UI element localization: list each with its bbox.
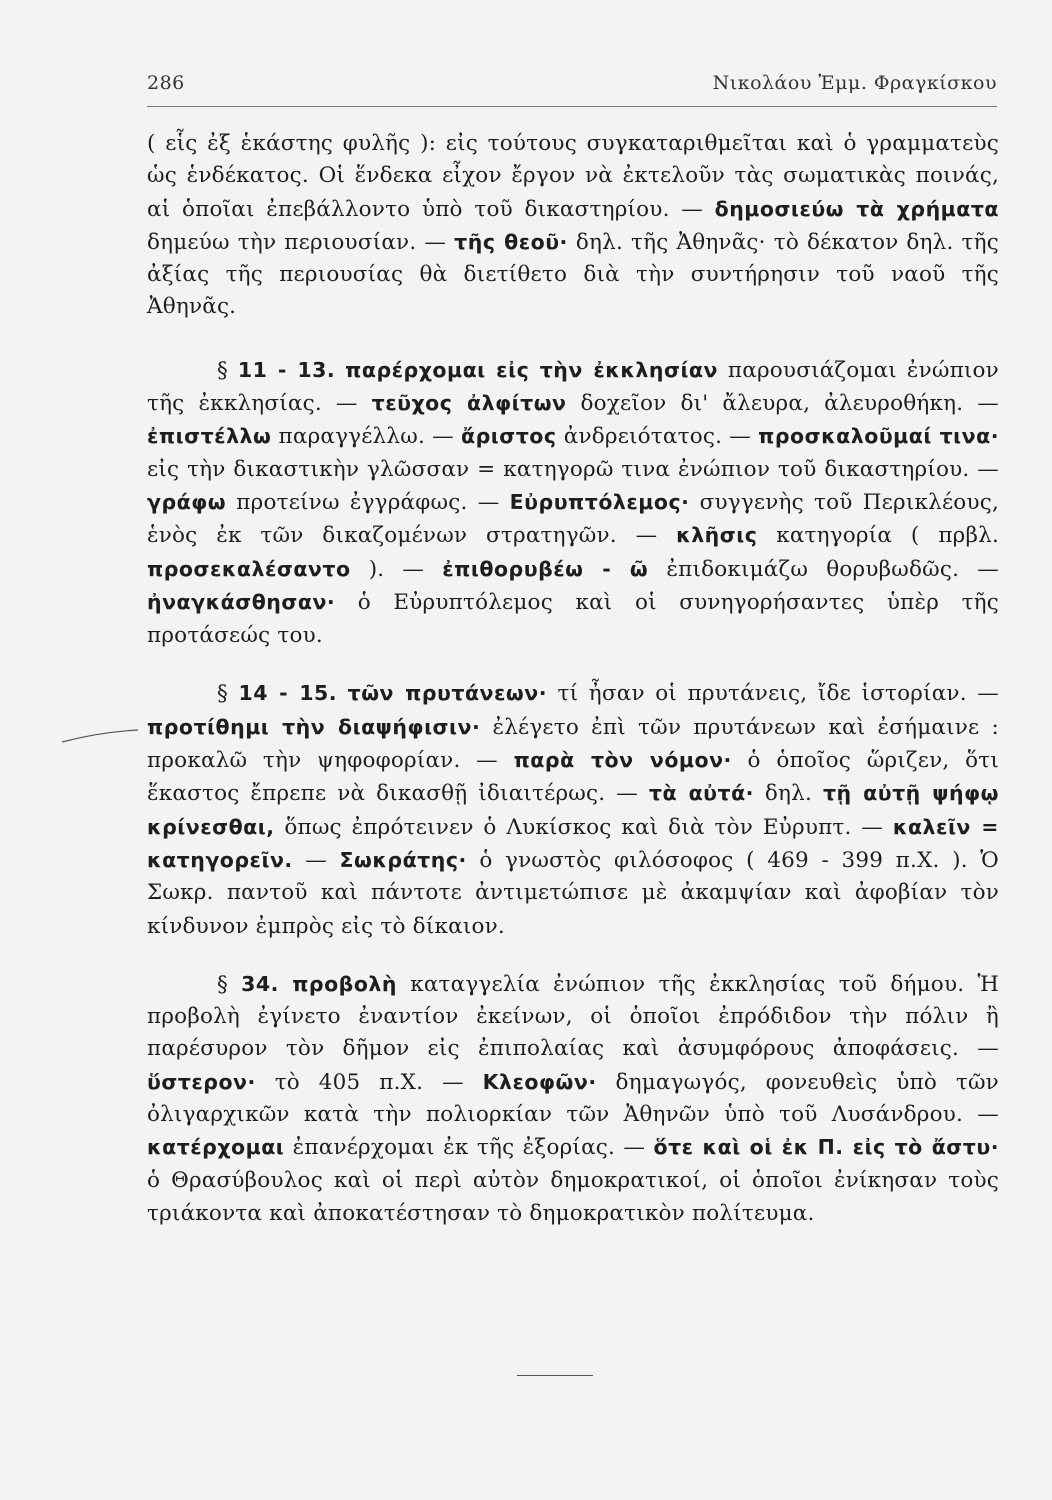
pen-mark-annotation	[60, 728, 140, 744]
end-rule	[517, 1375, 593, 1376]
para-continuation: ( εἷς ἐξ ἑκάστης φυλῆς ): εἰς τούτους συγκαταριθμεῖται καὶ ὁ γραμματεὺς ὡς ἑνδέκατος. Οἱ ἕνδεκα εἶχον ἔργον νὰ ἐκτελοῦν τὰς σωματικὰς ποινάς, αἱ ὁποῖαι ἐπεβάλλοντο ὑπὸ τοῦ δικαστηρίου. — δημοσιεύω τὰ χρήματα δημεύω τὴν περιουσίαν. — τῆς θεοῦ· δηλ. τῆς Ἀθηνᾶς· τὸ δέκατον δηλ. τῆς ἀξίας τῆς περιουσίας θὰ διετίθετο διὰ τὴν συντήρησιν τοῦ ναοῦ τῆς Ἀθηνᾶς.	[147, 131, 999, 320]
para-section-14-15: § 14 - 15. τῶν πρυτάνεων· τί ἦσαν οἱ πρυτάνεις, ἴδε ἱστορίαν. — προτίθημι τὴν διαψήφισιν· ἐλέγετο ἐπὶ τῶν πρυτάνεων καὶ ἐσήμαινε : προκαλῶ τὴν ψηφοφορίαν. — παρὰ τὸν νόμον· ὁ ὁποῖος ὥριζεν, ὅτι ἕκαστος ἔπρεπε νὰ δικασθῇ ἰδιαιτέρως. — τὰ αὐτά· δηλ. τῇ αὐτῇ ψήφῳ κρίνεσθαι, ὅπως ἐπρότεινεν ὁ Λυκίσκος καὶ διὰ τὸν Εὐρυπτ. — καλεῖν = κατηγορεῖν. — Σωκράτης· ὁ γνωστὸς φιλόσοφος ( 469 - 399 π.Χ. ). Ὁ Σωκρ. παντοῦ καὶ πάντοτε ἀντιμετώπισε μὲ ἀκαμψίαν καὶ ἀφοβίαν τὸν κίνδυνον ἐμπρὸς εἰς τὸ δίκαιον.	[147, 681, 999, 939]
page-body	[147, 128, 999, 1255]
page-number: 286	[147, 72, 185, 94]
para-section-11-13: § 11 - 13. παρέρχομαι εἰς τὴν ἐκκλησίαν παρουσιάζομαι ἐνώπιον τῆς ἐκκλησίας. — τεῦχος ἀλφίτων δοχεῖον δι' ἄλευρα, ἀλευροθήκη. — ἐπιστέλλω παραγγέλλω. — ἄριστος ἀνδρειότατος. — προσκαλοῦμαί τινα· εἰς τὴν δικαστικὴν γλῶσσαν = κατηγορῶ τινα ἐνώπιον τοῦ δικαστηρίου. — γράφω προτείνω ἐγγράφως. — Εὐρυπτόλεμος· συγγενὴς τοῦ Περικλέους, ἑνὸς ἐκ τῶν δικαζομένων στρατηγῶν. — κλῆσις κατηγορία ( πρβλ. προσεκαλέσαντο ). — ἐπιθορυβέω - ῶ ἐπιδοκιμάζω θορυβωδῶς. — ἠναγκάσθησαν· ὁ Εὐρυπτόλεμος καὶ οἱ συνηγορήσαντες ὑπὲρ τῆς προτάσεώς του.	[147, 357, 999, 649]
running-title: Νικολάου Ἐμμ. Φραγκίσκου	[712, 72, 997, 94]
para-section-34: § 34. προβολὴ καταγγελία ἐνώπιον τῆς ἐκκλησίας τοῦ δήμου. Ἡ προβολὴ ἐγίνετο ἐναντίον ἐκείνων, οἱ ὁποῖοι ἐπρόδιδον τὴν πόλιν ἢ παρέσυρον τὸν δῆμον εἰς ἐπιπολαίας καὶ ἀσυμφόρους ἀποφάσεις. — ὕστερον· τὸ 405 π.Χ. — Κλεοφῶν· δημαγωγός, φονευθεὶς ὑπὸ τῶν ὀλιγαρχικῶν κατὰ τὴν πολιορκίαν τῶν Ἀθηνῶν ὑπὸ τοῦ Λυσάνδρου. — κατέρχομαι ἐπανέρχομαι ἐκ τῆς ἐξορίας. — ὅτε καὶ οἱ ἐκ Π. εἰς τὸ ἄστυ· ὁ Θρασύβουλος καὶ οἱ περὶ αὐτὸν δημοκρατικοί, οἱ ὁποῖοι ἐνίκησαν τοὺς τριάκοντα καὶ ἀποκατέστησαν τὸ δημοκρατικὸν πολίτευμα.	[147, 971, 999, 1226]
running-header	[147, 72, 997, 94]
header-rule	[147, 106, 997, 107]
